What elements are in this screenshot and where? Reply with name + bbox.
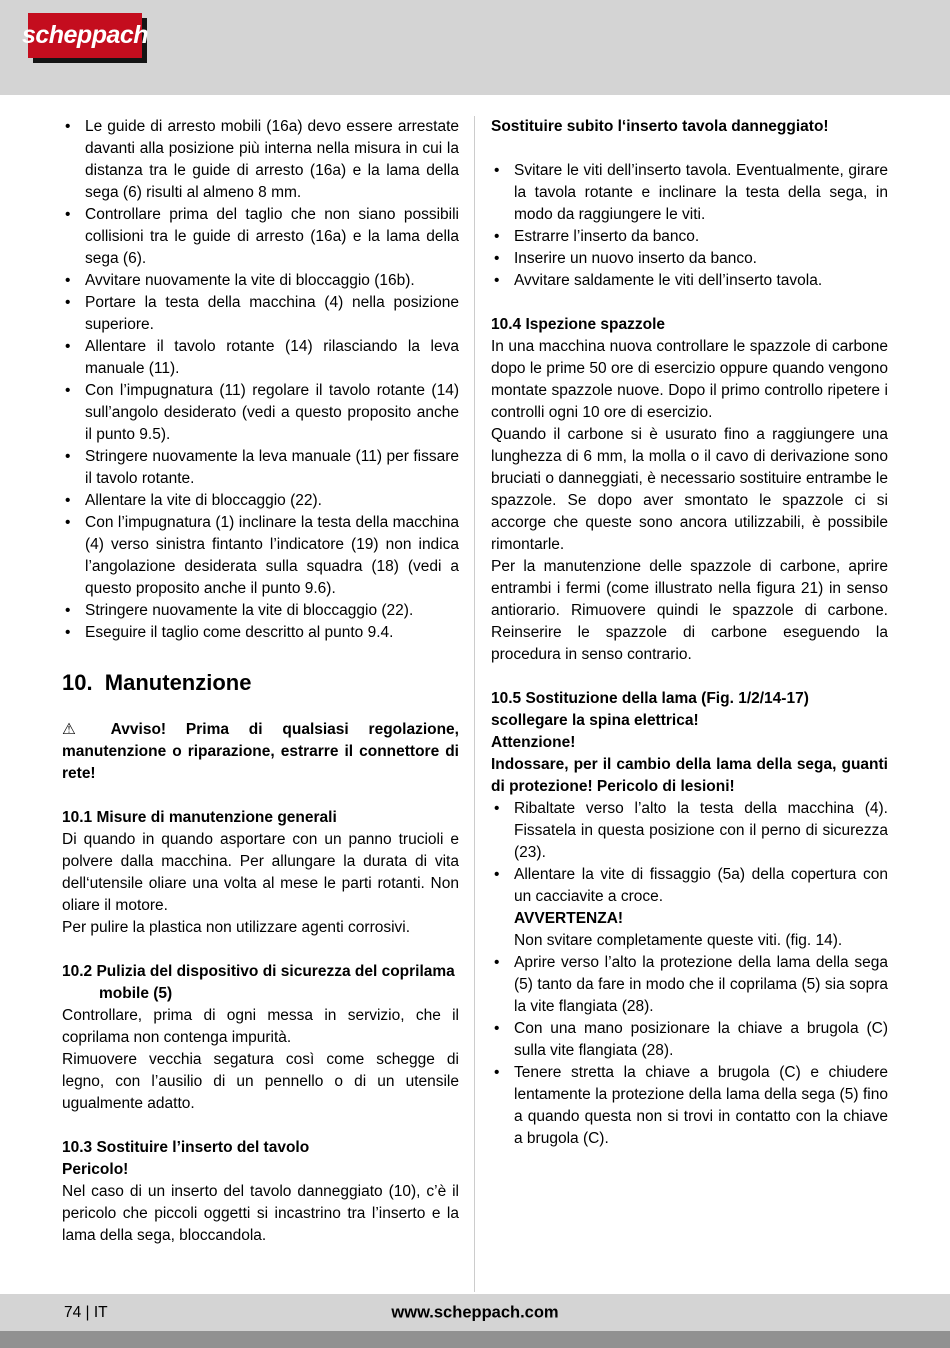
bullet-item: • Con una mano posizionare la chiave a brugola (C) sulla vite flangiata (28). — [491, 1018, 888, 1062]
bullet-item: • Con l’impugnatura (11) regolare il tavolo rotante (14) sull’angolo desiderato (vedi a questo proposito anche il punto 9.5). — [62, 380, 459, 446]
danger-label: Pericolo! — [62, 1161, 129, 1178]
section-10-4-heading: 10.4 Ispezione spazzole — [491, 316, 666, 333]
warning-paragraph: ⚠ Avviso! Prima di qualsiasi regolazione, manutenzione o riparazione, estrarre il connettore di rete! — [62, 721, 459, 782]
page-content — [0, 95, 950, 1292]
column-divider — [474, 116, 475, 1292]
page-footer — [0, 1294, 950, 1331]
bullet-item: • Stringere nuovamente la vite di bloccaggio (22). — [62, 600, 459, 622]
bullet-item: • Portare la testa della macchina (4) nella posizione superiore. — [62, 292, 459, 336]
text-paragraph: Nel caso di un inserto del tavolo danneggiato (10), c’è il pericolo che piccoli oggetti si incastrino tra l’inserto e la lama della sega, bloccandola. — [62, 1183, 459, 1244]
two-column-layout — [62, 116, 888, 1292]
bullet-item: • Le guide di arresto mobili (16a) devo essere arrestate davanti alla posizione più interna nella misura in cui la distanza tra le guide di arresto (16a) e la lama della sega (6) risulti al almeno 8 mm. — [62, 116, 459, 204]
text-spacer — [62, 785, 459, 807]
bullet-item: • Stringere nuovamente la leva manuale (11) per fissare il tavolo rotante. — [62, 446, 459, 490]
bullet-item: • Eseguire il taglio come descritto al punto 9.4. — [62, 622, 459, 644]
bullet-item: • Inserire un nuovo inserto da banco. — [491, 248, 888, 270]
left-column — [62, 116, 459, 1292]
text-spacer — [491, 292, 888, 314]
bullet-item: • Estrarre l’inserto da banco. — [491, 226, 888, 248]
text-paragraph: In una macchina nuova controllare le spazzole di carbone dopo le prime 50 ore di esercizio oppure quando vengono montate spazzole nuove. Dopo il primo controllo ripetere i controlli ogni 10 ore di esercizio. — [491, 338, 888, 421]
replace-insert-heading: Sostituire subito l‘inserto tavola danneggiato! — [491, 118, 829, 135]
page-header — [0, 0, 950, 95]
text-paragraph: Per la manutenzione delle spazzole di carbone, aprire entrambi i fermi (come illustrato nella figura 21) in senso antiorario. Rimuovere quindi le spazzole di carbone. Reinserire le spazzole di carbone eseguendo la procedura in senso contrario. — [491, 558, 888, 663]
bullet-item: • Allentare il tavolo rotante (14) rilasciando la leva manuale (11). — [62, 336, 459, 380]
text-bold-paragraph: Indossare, per il cambio della lama della sega, guanti di protezione! Pericolo di lesioni! — [491, 756, 888, 795]
text-spacer — [62, 1115, 459, 1137]
section-10-1-heading: 10.1 Misure di manutenzione generali — [62, 809, 337, 826]
section-10-5-heading: 10.5 Sostituzione della lama (Fig. 1/2/14-17) — [491, 690, 809, 707]
notice-label: AVVERTENZA! — [514, 910, 624, 927]
text-paragraph: Per pulire la plastica non utilizzare agenti corrosivi. — [62, 919, 411, 936]
website-url: www.scheppach.com — [391, 1303, 559, 1321]
page-number-label: 74 | IT — [64, 1303, 108, 1321]
bullet-item: • Aprire verso l’alto la protezione della lama della sega (5) tanto da fare in modo che il coprilama (5) sia sopra la vite flangiata (28). — [491, 952, 888, 1018]
bottom-strip — [0, 1331, 950, 1348]
text-paragraph: Di quando in quando asportare con un panno trucioli e polvere dalla macchina. Per allungare la durata di vita dell‘utensile oliare una volta al mese le parti rotanti. Non oliare il motore. — [62, 831, 459, 914]
scheppach-logo — [21, 13, 149, 58]
text-paragraph: Quando il carbone si è usurato fino a raggiungere una lunghezza di 6 mm, la molla o il cavo di derivazione sono bruciati o danneggiati, è necessario sostituire entrambe le spazzole. Se dopo aver smontato le spazzole ci si accorge che queste sono ancora utilizzabili, è possibile rimontarle. — [491, 426, 888, 553]
bullet-item: • Avvitare nuovamente la vite di bloccaggio (16b). — [62, 270, 459, 292]
section-10-2-heading: 10.2 Pulizia del dispositivo di sicurezza del coprilama mobile (5) — [62, 963, 455, 1002]
text-indent: Non svitare completamente queste viti. (fig. 14). — [514, 932, 843, 949]
text-paragraph: Rimuovere vecchia segatura così come schegge di legno, con l’ausilio di un pennello o di un utensile ugualmente adatto. — [62, 1051, 459, 1112]
bullet-list — [62, 116, 459, 644]
bullet-item: • Ribaltate verso l’alto la testa della macchina (4). Fissatela in questa posizione con il perno di sicurezza (23). — [491, 798, 888, 864]
bullet-item: • Avvitare saldamente le viti dell’inserto tavola. — [491, 270, 888, 292]
brand-name: scheppach — [21, 21, 149, 49]
section-10-3-heading: 10.3 Sostituire l’inserto del tavolo — [62, 1139, 310, 1156]
bullet-item: • Controllare prima del taglio che non siano possibili collisioni tra le guide di arresto (16a) e la lama della sega (6). — [62, 204, 459, 270]
bullet-list — [491, 952, 888, 1150]
bullet-list — [491, 160, 888, 292]
bullet-item: • Con l’impugnatura (1) inclinare la testa della macchina (4) verso sinistra fintanto l’indicatore (19) non indica l’angolazione desiderata sulla squadra (18) (vedi a questo proposito anche il punto 9.6). — [62, 512, 459, 600]
text-spacer — [491, 666, 888, 688]
right-column — [491, 116, 888, 1292]
bullet-list — [491, 798, 888, 908]
section-10-heading: 10. Manutenzione — [62, 670, 252, 695]
bullet-item: • Tenere stretta la chiave a brugola (C) e chiudere lentamente la protezione della lama della sega (5) fino a quando questa non si trovi in contatto con la chiave a brugola (C). — [491, 1062, 888, 1150]
text-spacer — [491, 138, 888, 160]
text-bold-paragraph: scollegare la spina elettrica! — [491, 712, 699, 729]
bullet-item: • Svitare le viti dell’inserto tavola. Eventualmente, girare la tavola rotante e inclinare la testa della sega, in modo da raggiungere le viti. — [491, 160, 888, 226]
bullet-item: • Allentare la vite di bloccaggio (22). — [62, 490, 459, 512]
text-spacer — [62, 939, 459, 961]
attention-label: Attenzione! — [491, 734, 576, 751]
text-paragraph: Controllare, prima di ogni messa in servizio, che il coprilama non contenga impurità. — [62, 1007, 459, 1046]
bullet-item: • Allentare la vite di fissaggio (5a) della copertura con un cacciavite a croce. — [491, 864, 888, 908]
